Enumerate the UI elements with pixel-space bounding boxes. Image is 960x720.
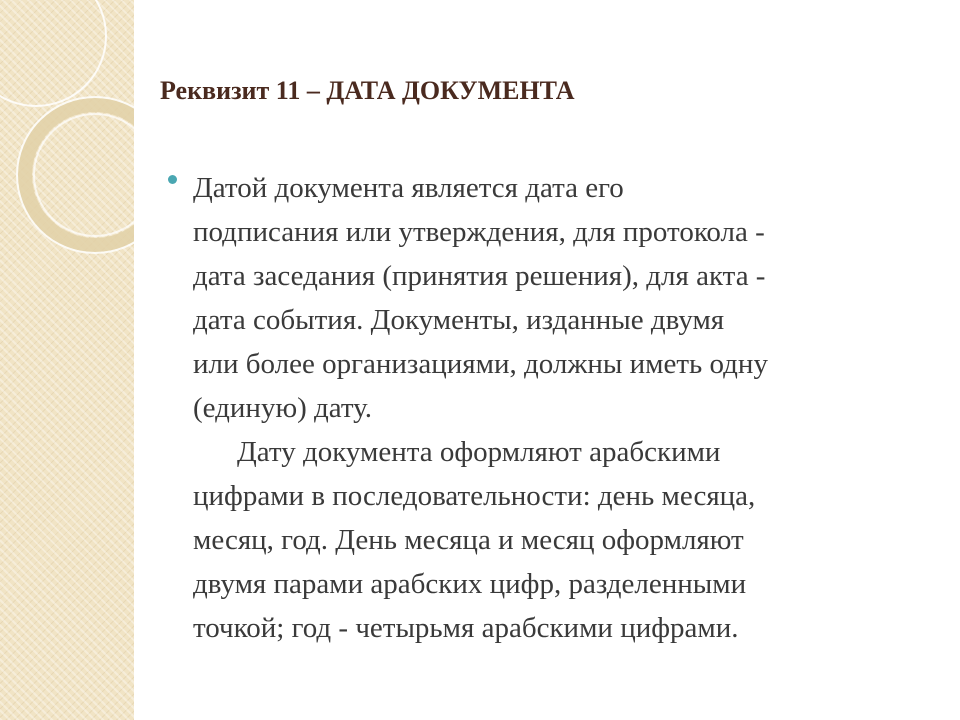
second-paragraph: [193, 430, 933, 650]
text-line: двумя парами арабских цифр, разделенными: [193, 568, 747, 600]
text-line: Дату документа оформляют арабскими: [237, 436, 721, 468]
page-title: Реквизит 11 – ДАТА ДОКУМЕНТА: [160, 76, 575, 105]
text-line: месяц, год. День месяца и месяц оформляют: [193, 524, 744, 556]
text-line: (единую) дату.: [193, 392, 373, 424]
text-line: дата события. Документы, изданные двумя: [193, 304, 725, 336]
text-line: цифрами в последовательности: день месяца,: [193, 480, 756, 512]
bullet-dot-icon: [168, 175, 177, 184]
text-line: подписания или утверждения, для протокола -: [193, 216, 765, 248]
text-line: точкой; год - четырьмя арабскими цифрами.: [193, 612, 739, 644]
bullet-paragraph: [193, 166, 933, 430]
text-line: или более организациями, должны иметь одну: [193, 348, 768, 380]
slide-body: [193, 166, 933, 650]
decorative-rings-icon: [0, 0, 134, 720]
text-line: Датой документа является дата его: [193, 172, 624, 204]
text-line: дата заседания (принятия решения), для акта -: [193, 260, 766, 292]
decorative-side-panel: [0, 0, 134, 720]
